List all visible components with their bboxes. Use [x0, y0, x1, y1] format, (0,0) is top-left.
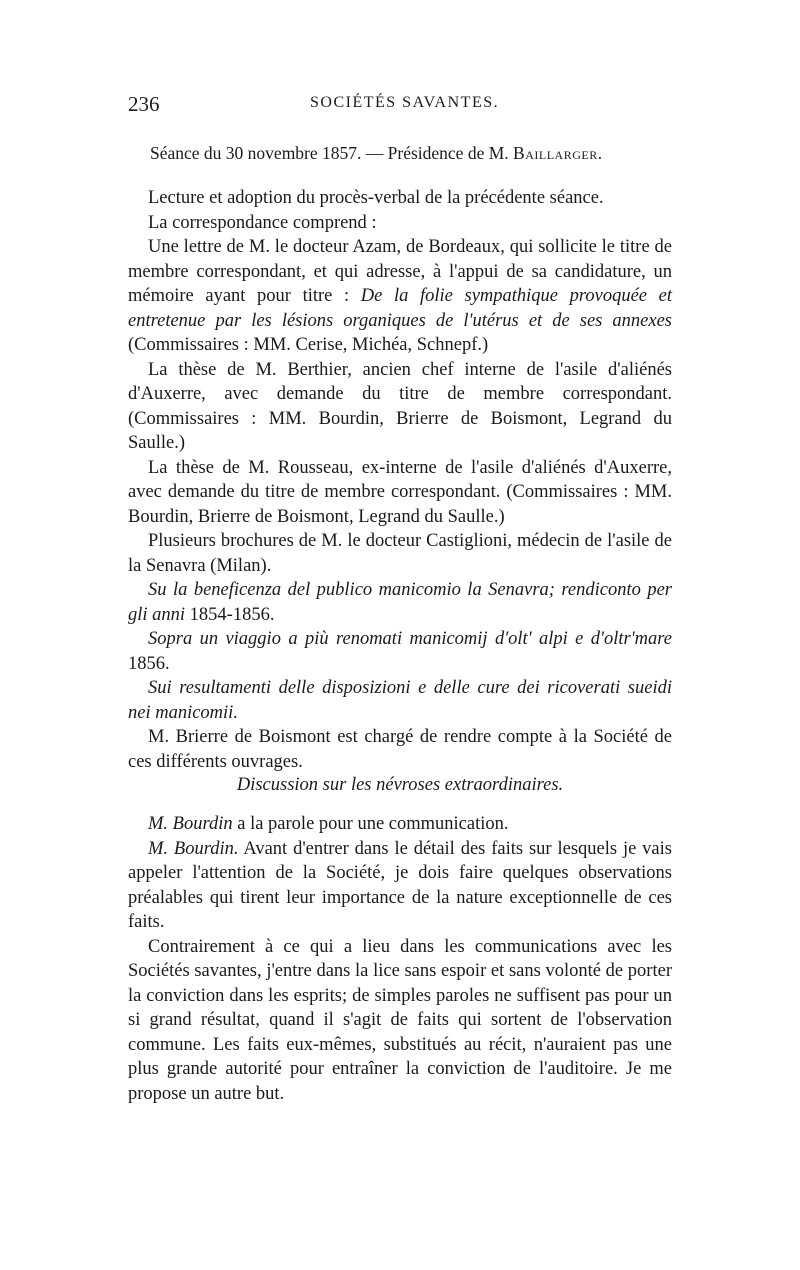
brochure-title: Sopra un viaggio a più renomati manicomij d'olt' alpi e d'oltr'mare [148, 629, 672, 649]
speaker-name: M. Bourdin [148, 814, 233, 834]
page-header [128, 92, 676, 118]
speaker-name: M. Bourdin. [148, 838, 239, 859]
paragraph-correspondence: La correspondance comprend : [148, 212, 377, 233]
paragraph-berthier: La thèse de M. Berthier, ancien chef interne de l'asile d'aliénés d'Auxerre, avec demande du titre de membre correspondant. (Commissaires : MM. Bourdin, Brierre de Boismont, Legrand du Saulle.) [128, 359, 672, 453]
page-number: 236 [128, 92, 160, 116]
paragraph-bourdin-intro [128, 812, 672, 837]
speaker-text: a la parole pour une communication. [232, 814, 509, 834]
discussion-section [128, 812, 672, 1106]
paragraph-azam [128, 235, 672, 358]
brochure-years: 1856. [128, 653, 170, 674]
brochure-1 [128, 578, 672, 627]
azam-title: De la folie sympathique provoquée et entretenue par les lésions organiques de l'utérus et de ses annexes [128, 286, 672, 331]
paragraph-brierre: M. Brierre de Boismont est chargé de rendre compte à la Société de ces différents ouvrages. [128, 727, 672, 772]
minutes-section [128, 186, 672, 774]
paragraph-reading: Lecture et adoption du procès-verbal de la précédente séance. [148, 188, 604, 208]
session-date: Séance du 30 novembre 1857. — Présidence de M. [150, 143, 514, 163]
discussion-title: Discussion sur les névroses extraordinaires. [236, 775, 564, 795]
speaker-text: Avant d'entrer dans le détail des faits sur lesquels je vais appeler l'attention de la Société, je dois faire quelques observations préalables qui tirent leur importance de la nature exceptionnelle de ces faits. [128, 838, 672, 932]
paragraph-castiglioni: Plusieurs brochures de M. le docteur Castiglioni, médecin de l'asile de la Senavra (Milan). [128, 531, 672, 576]
azam-commissioners: (Commissaires : MM. Cerise, Michéa, Schnepf.) [128, 335, 489, 355]
session-suffix: . [597, 143, 603, 163]
paragraph-bourdin-speech [128, 837, 672, 935]
running-title: SOCIÉTÉS SAVANTES. [310, 94, 500, 111]
brochure-title: Sui resultamenti delle disposizioni e delle cure dei ricoverati sueidi nei manicomii. [128, 678, 672, 723]
brochure-2 [128, 627, 672, 676]
session-president: Baillarger [513, 143, 598, 163]
session-heading [150, 143, 602, 164]
brochure-title: Su la beneficenza del publico manicomio la Senavra; rendiconto per gli anni [128, 580, 672, 625]
paragraph-rousseau: La thèse de M. Rousseau, ex-interne de l'asile d'aliénés d'Auxerre, avec demande du titre de membre correspondant. (Commissaires : MM. Bourdin, Brierre de Boismont, Legrand du Saulle.) [128, 457, 672, 527]
azam-text: Une lettre de M. le docteur Azam, de Bordeaux, qui sollicite le titre de membre correspondant, et qui adresse, à l'appui de sa candidature, un mémoire ayant pour titre : [128, 237, 672, 306]
paragraph-contrairement: Contrairement à ce qui a lieu dans les communications avec les Sociétés savantes, j'entre dans la lice sans espoir et sans volonté de porter la conviction dans les esprits; de simples paroles ne suffisent pas pour un si grand résultat, quand il s'agit de faits qui sortent de l'observation commune. Les faits eux-mêmes, substitués au récit, n'auraient pas une plus grande autorité pour entraîner la conviction de l'auditoire. Je me propose un autre but. [128, 936, 672, 1104]
brochure-years: 1854-1856. [185, 604, 275, 625]
brochure-3 [128, 676, 672, 725]
